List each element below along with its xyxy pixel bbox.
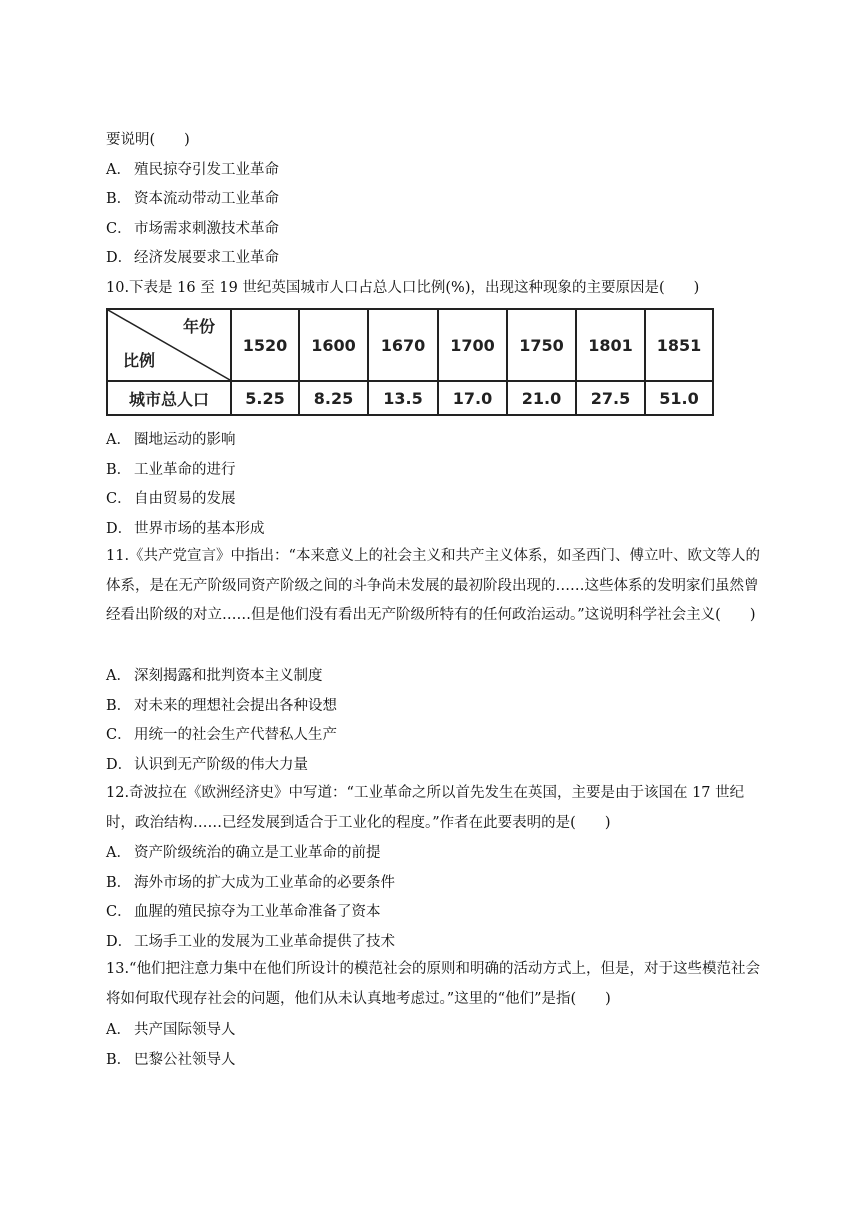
q9-stem-tail: 要说明( ) [106,132,190,148]
option-letter: B． [106,875,132,891]
option-letter: D． [106,521,133,537]
option-text: 认识到无产阶级的伟大力量 [134,757,308,773]
year-cell: 1801 [588,335,633,355]
option-letter: B． [106,462,132,478]
option-letter: B． [106,191,132,207]
value-cell: 8.25 [313,388,354,408]
option-letter: A． [106,845,131,861]
option-letter: A． [106,162,131,178]
option-text: 市场需求刺激技术革命 [134,221,279,237]
option-text: 血腥的殖民掠夺为工业革命准备了资本 [134,904,381,920]
value-cell: 27.5 [590,388,631,408]
value-cell: 13.5 [383,388,423,408]
q13-option-b [106,1050,236,1070]
q11-option-c [106,725,337,745]
q10-stem: 10.下表是 16 至 19 世纪英国城市人口占总人口比例(%)，出现这种现象的主要原因是( ) [106,280,700,296]
year-cell: 1670 [380,335,426,355]
option-text: 圈地运动的影响 [134,432,236,448]
option-text: 深刻揭露和批判资本主义制度 [134,668,323,684]
q9-option-d [106,248,279,268]
option-text: 对未来的理想社会提出各种设想 [134,698,337,714]
option-letter: B． [106,698,132,714]
option-text: 工场手工业的发展为工业革命提供了技术 [134,934,395,950]
option-letter: B． [106,1052,132,1068]
q12-option-b [106,873,395,893]
q10-option-a [106,430,236,450]
year-cell: 1700 [450,335,495,355]
q12-option-c [106,902,381,922]
q12-stem: 12.奇波拉在《欧洲经济史》中写道：“工业革命之所以首先发生在英国，主要是由于该国在 17 世纪时，政治结构……已经发展到适合于工业化的程度。”作者在此要表明的是( ) [106,785,745,831]
option-text: 海外市场的扩大成为工业革命的必要条件 [134,875,395,891]
option-text: 自由贸易的发展 [134,491,236,507]
option-text: 巴黎公社领导人 [134,1052,236,1068]
option-text: 共产国际领导人 [134,1022,236,1038]
option-letter: A． [106,668,131,684]
population-table [106,308,714,416]
value-cell: 51.0 [659,388,699,408]
option-text: 资本流动带动工业革命 [134,191,279,207]
row-label: 城市总人口 [128,389,209,409]
q10-option-c [106,489,236,509]
q12-option-a [106,843,381,863]
option-text: 资产阶级统治的确立是工业革命的前提 [134,845,381,861]
q11-option-d [106,755,308,775]
header-year-label: 年份 [182,316,215,336]
value-cell: 5.25 [245,388,285,408]
option-letter: D． [106,757,133,773]
option-letter: C． [106,221,132,237]
q9-option-a [106,160,279,180]
q13-stem: 13.“他们把注意力集中在他们所设计的模范社会的原则和明确的活动方式上，但是，对于这些模范社会将如何取代现存社会的问题，他们从未认真地考虑过。”这里的“他们”是指( ) [106,961,760,1007]
value-cell: 21.0 [521,388,562,408]
q11-stem: 11.《共产党宣言》中指出：“本来意义上的社会主义和共产主义体系，如圣西门、傅立叶、欧文等人的体系，是在无产阶级同资产阶级之间的斗争尚未发展的最初阶段出现的……这些体系的发明家们虽然曾经看出阶级的对立……但是他们没有看出无产阶级所特有的任何政治运动。”这说明科学社会主义( ) [106,548,760,623]
header-ratio-label: 比例 [122,350,155,370]
q9-option-c [106,219,279,239]
value-cell: 17.0 [452,388,493,408]
option-letter: D． [106,934,133,950]
option-text: 用统一的社会生产代替私人生产 [134,727,337,743]
option-letter: C． [106,491,132,507]
option-letter: C． [106,904,132,920]
option-letter: A． [106,432,131,448]
q11-option-a [106,666,323,686]
option-text: 殖民掠夺引发工业革命 [134,162,279,178]
q9-option-b [106,189,279,209]
year-cell: 1851 [656,335,702,355]
year-cell: 1600 [311,335,356,355]
year-cell: 1520 [242,335,288,355]
option-text: 工业革命的进行 [134,462,236,478]
q11-option-b [106,696,337,716]
option-letter: A． [106,1022,131,1038]
q10-option-d [106,519,265,539]
option-text: 经济发展要求工业革命 [134,250,279,266]
q13-option-a [106,1020,236,1040]
q10-option-b [106,460,236,480]
option-letter: C． [106,727,132,743]
option-text: 世界市场的基本形成 [134,521,265,537]
q12-option-d [106,932,395,952]
option-letter: D． [106,250,133,266]
year-cell: 1750 [519,335,564,355]
